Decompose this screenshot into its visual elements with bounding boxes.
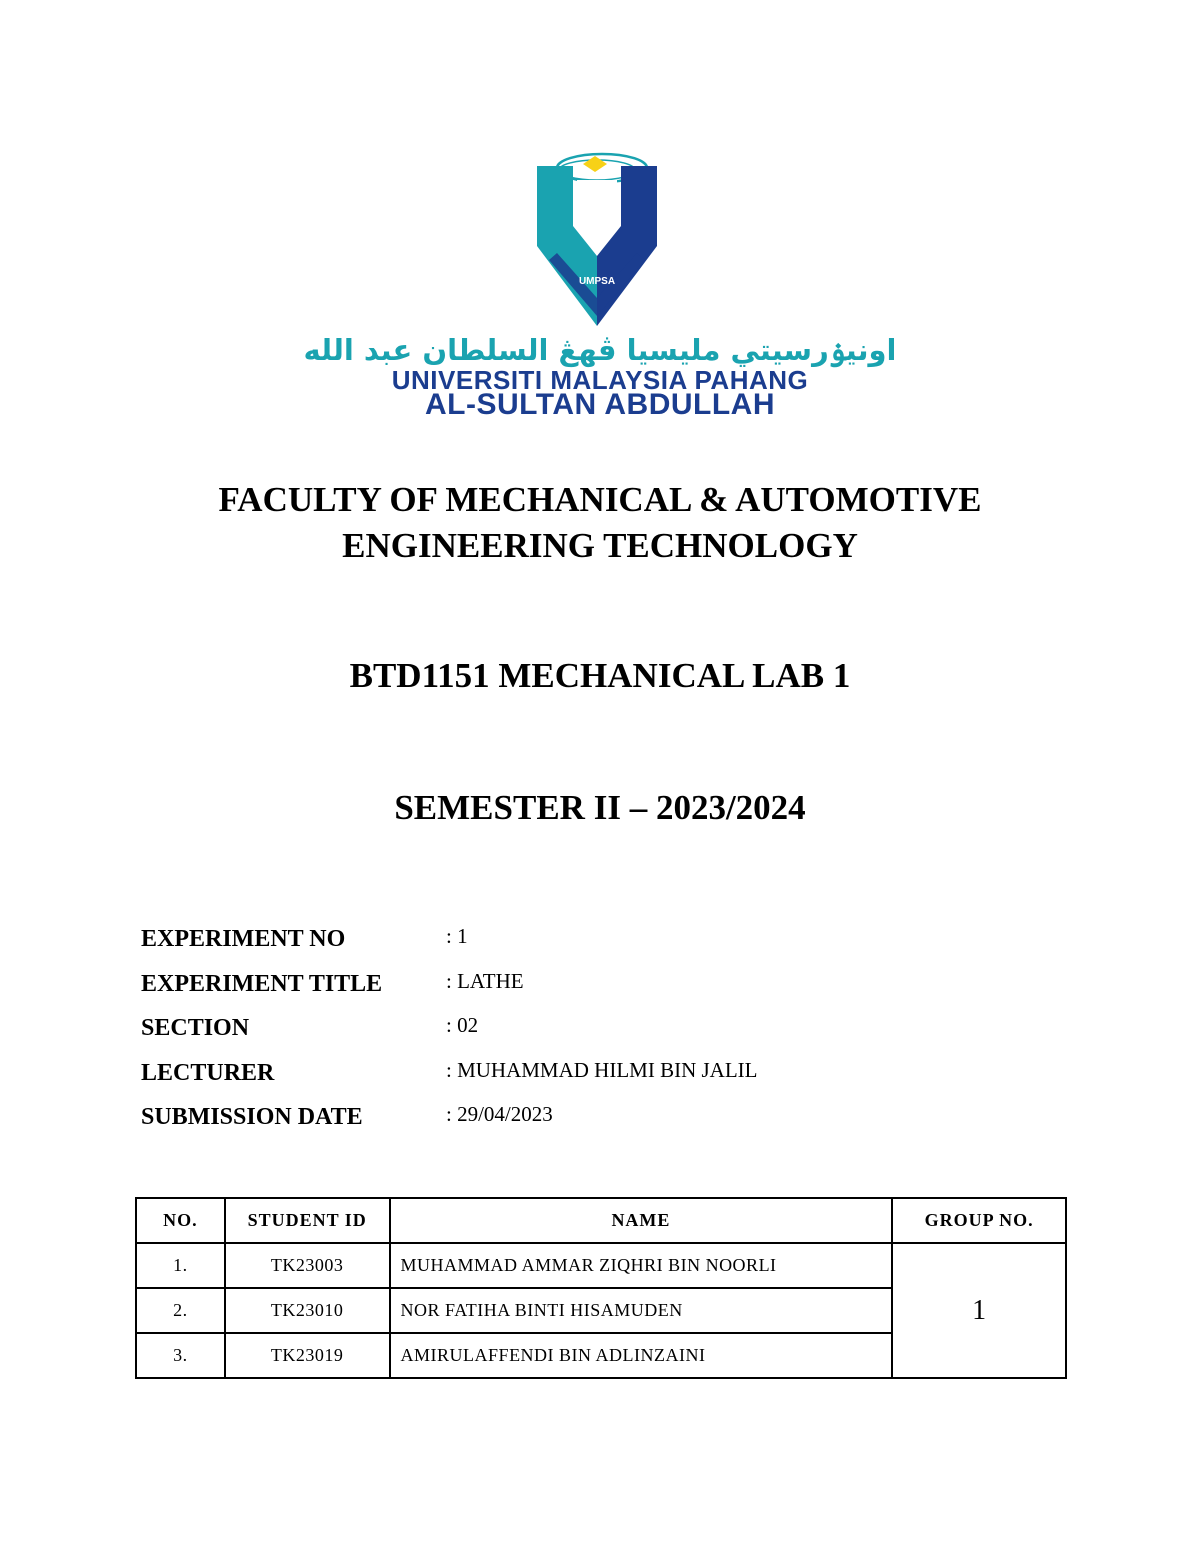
faculty-title-line1: FACULTY OF MECHANICAL & AUTOMOTIVE <box>218 480 982 519</box>
header-name: NAME <box>390 1198 893 1243</box>
info-value: : LATHE <box>446 968 524 993</box>
cell-student-id: TK23010 <box>225 1288 390 1333</box>
info-row-experiment-no <box>141 920 1041 965</box>
cell-no: 3. <box>136 1333 225 1378</box>
info-label: SECTION <box>141 1015 250 1041</box>
cell-student-id: TK23019 <box>225 1333 390 1378</box>
semester-title: SEMESTER II – 2023/2024 <box>394 788 806 827</box>
info-row-lecturer <box>141 1054 1041 1099</box>
info-value: : 1 <box>446 924 468 948</box>
experiment-info <box>141 920 1041 1143</box>
faculty-title-line2: ENGINEERING TECHNOLOGY <box>342 526 858 565</box>
info-label: EXPERIMENT TITLE <box>141 970 383 997</box>
table-header-row <box>136 1198 1066 1243</box>
info-row-submission-date <box>141 1098 1041 1143</box>
emblem-text: UMPSA <box>578 276 616 287</box>
cell-name: NOR FATIHA BINTI HISAMUDEN <box>390 1288 893 1333</box>
university-name-line2: AL-SULTAN ABDULLAH <box>424 388 776 421</box>
gold-diamond <box>583 156 607 172</box>
info-value: : 02 <box>446 1013 479 1037</box>
info-label: SUBMISSION DATE <box>141 1104 363 1130</box>
university-name-arabic: اونيۏرسيتي مليسيا ڤهڠ السلطان عبد الله <box>303 333 897 367</box>
cell-no: 1. <box>136 1243 225 1288</box>
table-row <box>136 1243 1066 1288</box>
info-row-experiment-title <box>141 965 1041 1010</box>
info-value: : MUHAMMAD HILMI BIN JALIL <box>446 1057 758 1082</box>
cell-student-id: TK23003 <box>225 1243 390 1288</box>
header-group: GROUP NO. <box>892 1198 1066 1243</box>
header-no: NO. <box>136 1198 225 1243</box>
cell-group-no: 1 <box>892 1243 1066 1378</box>
info-row-section <box>141 1009 1041 1054</box>
university-logo <box>0 148 1200 328</box>
university-name-line1: UNIVERSITI MALAYSIA PAHANG <box>391 365 809 395</box>
info-value: : 29/04/2023 <box>446 1102 553 1126</box>
emblem-center <box>577 180 617 248</box>
cell-no: 2. <box>136 1288 225 1333</box>
info-label: LECTURER <box>141 1059 275 1086</box>
cell-name: MUHAMMAD AMMAR ZIQHRI BIN NOORLI <box>390 1243 893 1288</box>
cell-name: AMIRULAFFENDI BIN ADLINZAINI <box>390 1333 893 1378</box>
info-label: EXPERIMENT NO <box>141 926 346 952</box>
header-student-id: STUDENT ID <box>225 1198 390 1243</box>
umpsa-emblem-icon <box>535 148 665 328</box>
student-table <box>135 1197 1067 1379</box>
course-title: BTD1151 MECHANICAL LAB 1 <box>349 656 851 695</box>
